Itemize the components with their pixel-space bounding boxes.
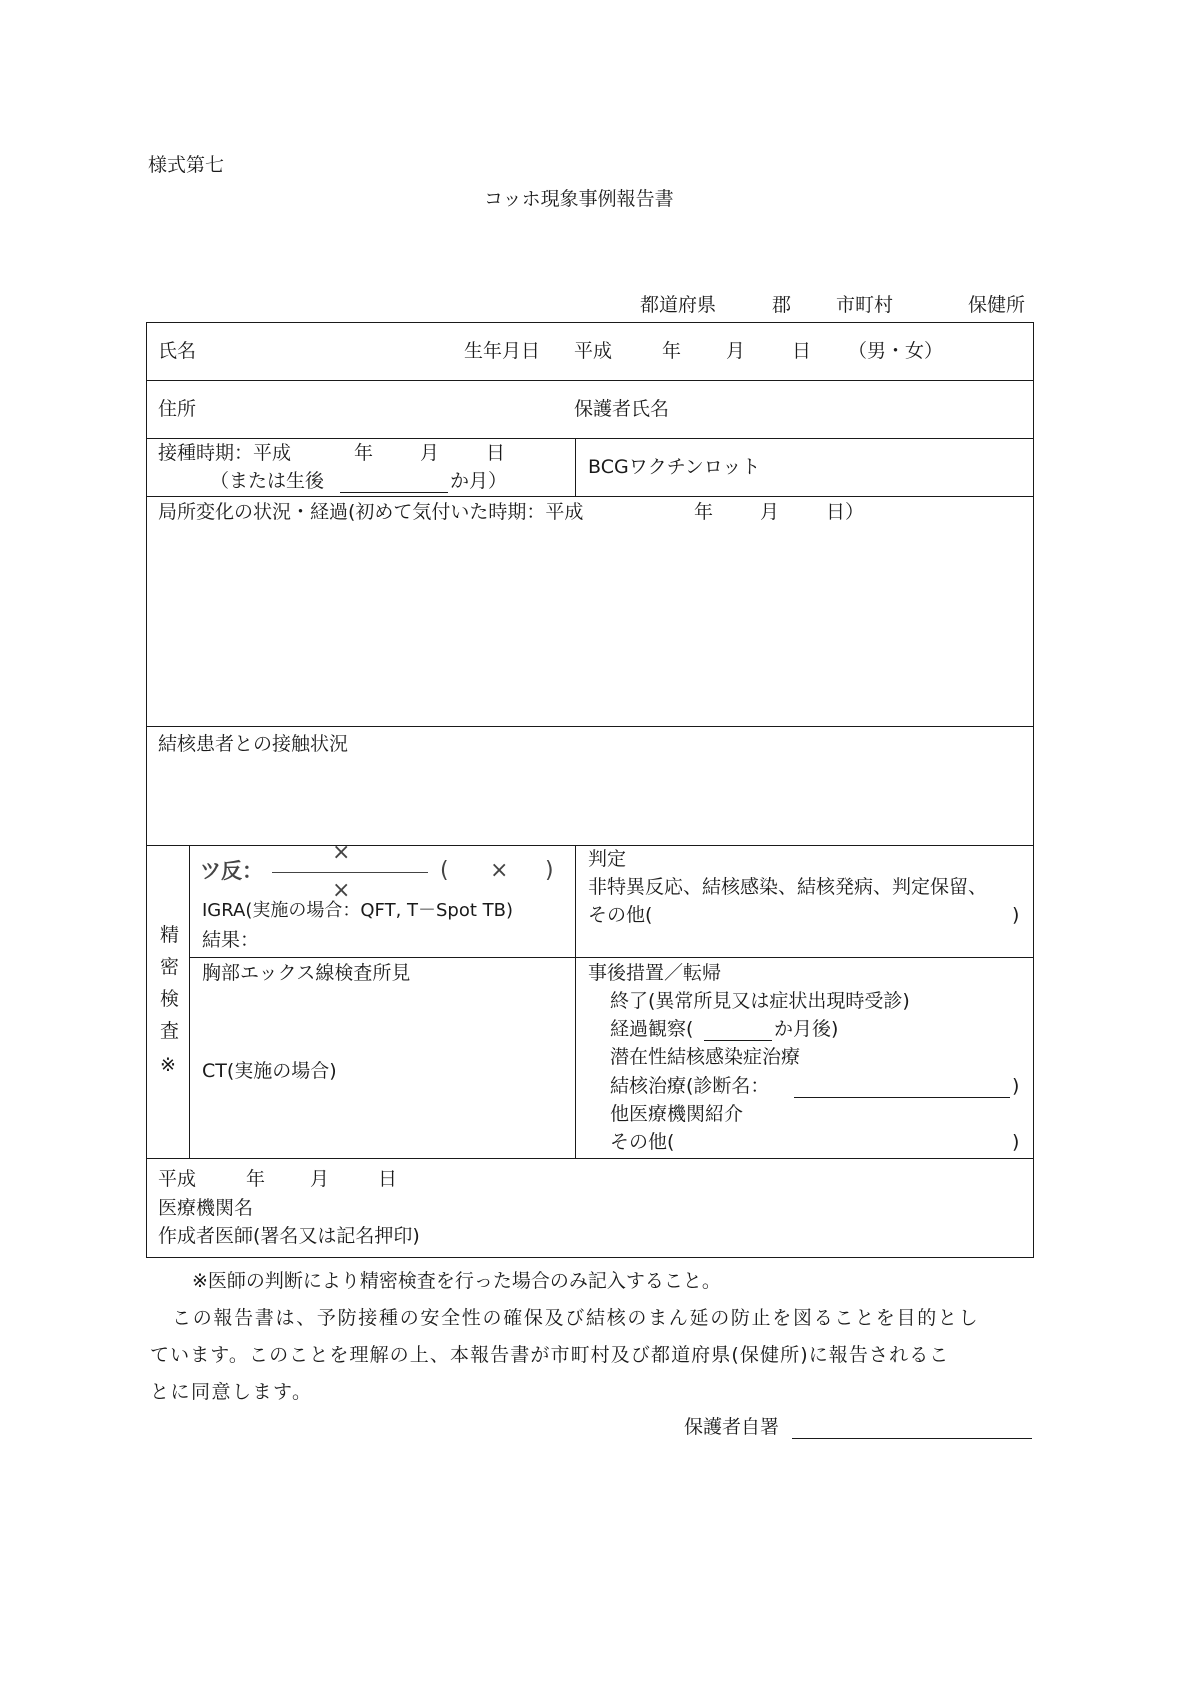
tuberculin-cross-paren: × (490, 858, 509, 883)
local-change-year: 年 (694, 501, 714, 523)
bcg-lot-label: BCGワクチンロット (588, 456, 761, 478)
vaccination-day: 日 (486, 442, 506, 464)
tuberculin-cross-bottom: × (332, 878, 351, 903)
followup-observe-prefix: 経過観察( (610, 1018, 694, 1040)
followup-referral: 他医療機関紹介 (610, 1103, 744, 1125)
row-divider-3 (146, 496, 1034, 497)
birth-month: 月 (726, 340, 746, 362)
igra-result-label: 結果： (202, 929, 260, 951)
judgement-label: 判定 (588, 848, 627, 870)
name-label: 氏名 (158, 340, 197, 362)
chest-xray-label: 胸部エックス線検査所見 (202, 962, 411, 984)
exam-side-char-2: 密 (160, 956, 180, 978)
row-divider-1 (146, 380, 1034, 381)
footnote: ※医師の判断により精密検査を行った場合のみ記入すること。 (192, 1270, 721, 1292)
header-municipality: 市町村 (836, 294, 894, 316)
consent-line-2: ています。このことを理解の上、本報告書が市町村及び都道府県(保健所)に報告されるこ (150, 1344, 950, 1366)
tuberculin-paren-open: ( (440, 858, 449, 883)
followup-label: 事後措置／転帰 (588, 962, 722, 984)
exam-side-char-5: ※ (160, 1054, 176, 1076)
header-county: 郡 (772, 294, 792, 316)
judgement-other-close: ) (1012, 904, 1020, 926)
birth-date-label: 生年月日 (464, 340, 541, 362)
vaccination-year: 年 (354, 442, 374, 464)
consent-line-3: とに同意します。 (150, 1381, 313, 1403)
doctor-signature-label: 作成者医師(署名又は記名押印) (158, 1225, 420, 1247)
followup-treatment: 結核治療(診断名： (610, 1075, 770, 1097)
followup-observe-suffix: か月後) (774, 1018, 839, 1040)
col-divider-vaccination (575, 438, 576, 496)
guardian-signature-line (792, 1438, 1032, 1439)
local-change-month: 月 (760, 501, 780, 523)
row-divider-4 (146, 726, 1034, 727)
signature-era: 平成 (158, 1168, 197, 1190)
document-title: コッホ現象事例報告書 (484, 188, 674, 210)
exam-side-char-4: 査 (160, 1020, 180, 1042)
age-months-suffix: か月） (450, 470, 508, 492)
consent-line-1: この報告書は、予防接種の安全性の確保及び結核のまん延の防止を図ることを目的とし (172, 1307, 980, 1329)
vaccination-date-label: 接種時期：平成 (158, 442, 292, 464)
header-health-center: 保健所 (968, 294, 1026, 316)
followup-treatment-blank (794, 1097, 1010, 1098)
local-change-label: 局所変化の状況・経過(初めて気付いた時期：平成 (158, 501, 584, 523)
col-divider-exam-main (575, 845, 576, 1158)
col-divider-exam-side (189, 845, 190, 1158)
birth-day: 日 (792, 340, 812, 362)
ct-label: CT(実施の場合) (202, 1060, 337, 1082)
followup-other-close: ) (1012, 1131, 1020, 1153)
address-label: 住所 (158, 398, 197, 420)
sex-choice: （男・女） (848, 340, 944, 362)
header-prefecture: 都道府県 (640, 294, 717, 316)
exam-side-char-1: 精 (160, 924, 180, 946)
row-divider-5 (146, 845, 1034, 846)
row-divider-2 (146, 438, 1034, 439)
birth-year: 年 (662, 340, 682, 362)
signature-year: 年 (246, 1168, 266, 1190)
medical-institution-label: 医療機関名 (158, 1197, 254, 1219)
row-divider-7 (146, 1158, 1034, 1159)
exam-side-char-3: 検 (160, 988, 180, 1010)
tb-contact-label: 結核患者との接触状況 (158, 733, 349, 755)
guardian-signature-label: 保護者自署 (684, 1416, 780, 1438)
followup-observe-blank (704, 1040, 772, 1041)
tuberculin-cross-top: × (332, 840, 351, 865)
followup-other: その他( (610, 1131, 675, 1153)
age-months-blank (340, 492, 448, 493)
followup-treatment-close: ) (1012, 1075, 1020, 1097)
row-divider-6 (189, 957, 1034, 958)
form-number: 様式第七 (148, 154, 225, 176)
tuberculin-label: ツ反： (200, 859, 263, 883)
igra-label: IGRA(実施の場合：QFT, T－Spot TB) (202, 900, 514, 921)
signature-day: 日 (378, 1168, 398, 1190)
local-change-day: 日） (826, 501, 865, 523)
age-months-prefix: （または生後 (210, 470, 325, 492)
signature-month: 月 (310, 1168, 330, 1190)
followup-end: 終了(異常所見又は症状出現時受診) (610, 990, 910, 1012)
followup-latent: 潜在性結核感染症治療 (610, 1046, 801, 1068)
tuberculin-paren-close: ) (545, 858, 554, 883)
tuberculin-fraction-line (272, 872, 428, 873)
judgement-options: 非特異反応、結核感染、結核発病、判定保留、 (588, 876, 988, 898)
guardian-name-label: 保護者氏名 (574, 398, 670, 420)
vaccination-month: 月 (420, 442, 440, 464)
judgement-other: その他( (588, 904, 653, 926)
birth-era: 平成 (574, 340, 613, 362)
